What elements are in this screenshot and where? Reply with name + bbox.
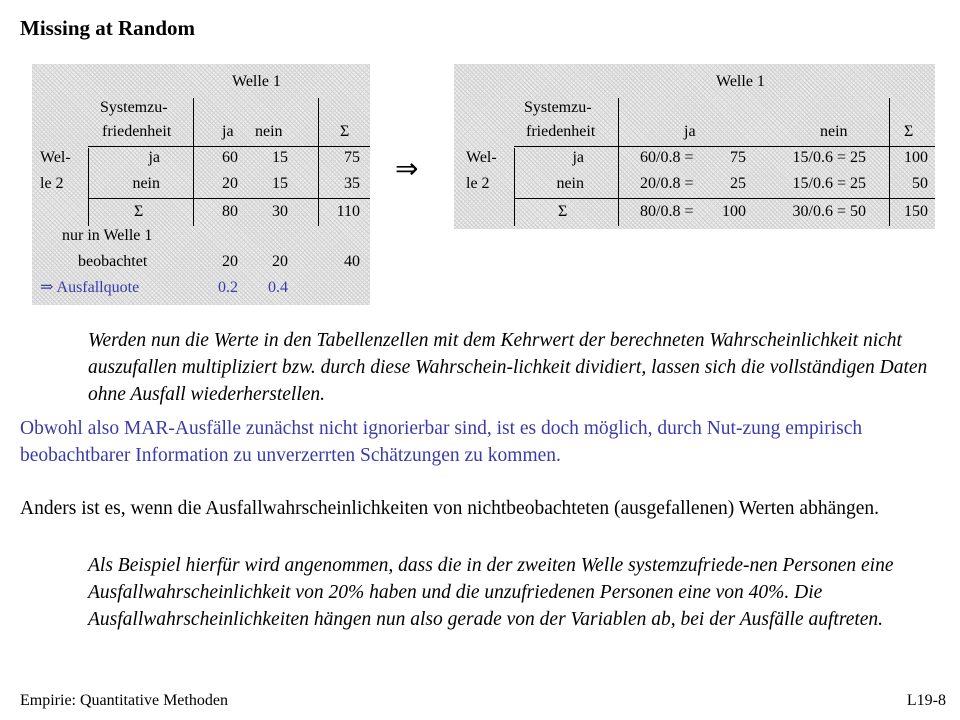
col-label-line1: Systemzu- xyxy=(524,99,592,116)
col-label-line1: Systemzu- xyxy=(100,99,168,116)
cell-value: 15 xyxy=(272,149,288,166)
cell-sum: 150 xyxy=(904,203,928,220)
observed-value: 20 xyxy=(222,253,238,270)
table-header: Welle 1 xyxy=(232,73,281,90)
cell-value: 30 xyxy=(272,203,288,220)
row-label-sum: Σ xyxy=(134,203,144,220)
col-header-sum: Σ xyxy=(340,123,350,140)
cell-value: 20 xyxy=(222,175,238,192)
table-observed xyxy=(32,64,370,305)
col-label-line2: friedenheit xyxy=(102,123,172,140)
cell-formula: 30/0.6 = 50 xyxy=(792,203,866,220)
observed-value: 20 xyxy=(272,253,288,270)
row-label-ja: ja xyxy=(572,149,584,166)
table-header: Welle 1 xyxy=(716,73,765,90)
cell-result: 25 xyxy=(730,175,746,192)
col-header-nein: nein xyxy=(820,123,848,140)
divider xyxy=(514,148,515,226)
row-label-ja: ja xyxy=(148,149,160,166)
cell-formula: 15/0.6 = 25 xyxy=(792,149,866,166)
paragraph-reweighting: Werden nun die Werte in den Tabellenzellen mit dem Kehrwert der berechneten Wahrscheinlichkeit nicht auszufallen multipliziert bzw. durch diese Wahrschein-lichkeit dividiert, lassen sich die vollständigen Daten ohne Ausfall wiederherstellen. xyxy=(88,330,928,405)
paragraph-mnar-example: Als Beispiel hierfür wird angenommen, dass die in der zweiten Welle systemzufriede-nen Personen eine Ausfallwahrscheinlichkeit von 20% haben und die unzufriedenen Personen eine von 40%. Die Ausfallwahrscheinlichkeiten hängen nun also gerade von der Variablen ab, bei der Ausfälle auftreten. xyxy=(88,555,894,630)
cell-result: 75 xyxy=(730,149,746,166)
dropout-rate-value: 0.2 xyxy=(218,279,238,296)
col-label-line2: friedenheit xyxy=(526,123,596,140)
cell-value: 60 xyxy=(222,149,238,166)
cell-sum: 110 xyxy=(336,203,360,220)
cell-formula: 80/0.8 = xyxy=(640,203,694,220)
col-header-nein: nein xyxy=(255,123,283,140)
divider xyxy=(88,146,370,147)
divider xyxy=(88,148,89,226)
page-title: Missing at Random xyxy=(20,16,196,40)
row-group-label-2: le 2 xyxy=(40,175,64,192)
cell-sum: 50 xyxy=(912,175,928,192)
cell-formula: 60/0.8 = xyxy=(640,149,694,166)
cell-formula: 20/0.8 = xyxy=(640,175,694,192)
paragraph-mar-conclusion: Obwohl also MAR-Ausfälle zunächst nicht ignorierbar sind, ist es doch möglich, durch Nut-zung empirisch beobachtbarer Information zu unverzerrten Schätzungen zu kommen. xyxy=(20,418,863,466)
observed-label-line1: nur in Welle 1 xyxy=(62,227,153,244)
cell-value: 80 xyxy=(222,203,238,220)
divider xyxy=(514,146,935,147)
col-header-ja: ja xyxy=(222,123,234,140)
divider xyxy=(514,198,935,199)
row-label-nein: nein xyxy=(132,175,160,192)
dropout-rate-value: 0.4 xyxy=(268,279,288,296)
footer-page-number: L19-8 xyxy=(906,692,946,709)
divider xyxy=(889,98,890,226)
row-label-nein: nein xyxy=(556,175,584,192)
divider xyxy=(193,98,194,226)
table-reweighted xyxy=(454,64,935,229)
cell-value: 15 xyxy=(272,175,288,192)
cell-formula: 15/0.6 = 25 xyxy=(792,175,866,192)
cell-sum: 100 xyxy=(904,149,928,166)
row-group-label-1: Wel- xyxy=(40,149,71,166)
col-header-sum: Σ xyxy=(904,123,914,140)
row-label-sum: Σ xyxy=(558,203,568,220)
col-header-ja: ja xyxy=(684,123,696,140)
divider xyxy=(618,98,619,226)
divider xyxy=(318,98,319,226)
paragraph-mnar-intro: Anders ist es, wenn die Ausfallwahrscheinlichkeiten von nichtbeobachteten (ausgefallenen) Werten abhängen. xyxy=(20,498,880,519)
observed-label-line2: beobachtet xyxy=(78,253,148,270)
row-group-label-1: Wel- xyxy=(466,149,497,166)
divider xyxy=(88,198,370,199)
cell-sum: 35 xyxy=(344,175,360,192)
footer-course-title: Empirie: Quantitative Methoden xyxy=(20,692,228,709)
observed-sum: 40 xyxy=(344,253,360,270)
implies-arrow-icon: ⇒ xyxy=(395,152,419,185)
dropout-rate-label: ⇒ Ausfallquote xyxy=(40,279,140,296)
row-group-label-2: le 2 xyxy=(466,175,490,192)
cell-result: 100 xyxy=(722,203,746,220)
cell-sum: 75 xyxy=(344,149,360,166)
